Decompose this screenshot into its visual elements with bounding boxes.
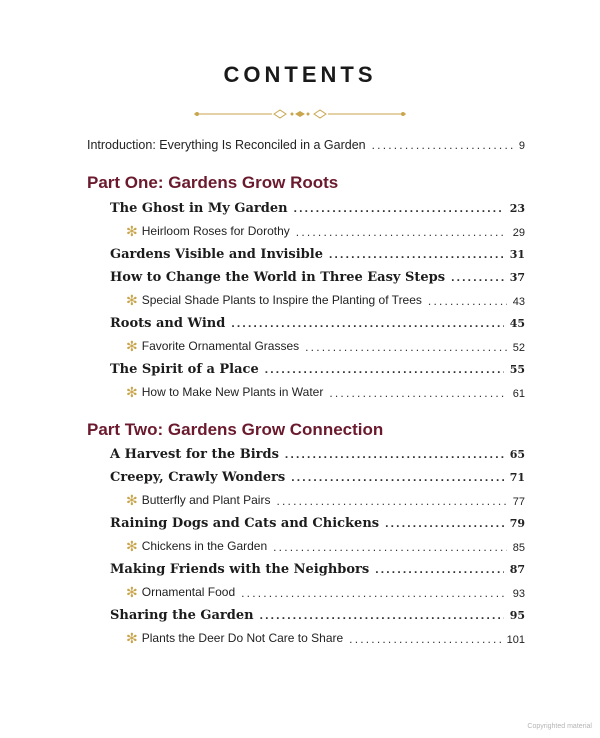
toc-entry-chapter[interactable]	[110, 447, 525, 471]
toc-entry-subsection[interactable]	[126, 585, 525, 609]
toc-entry-label: Ornamental Food	[141, 585, 236, 599]
page-number: 43	[512, 296, 525, 308]
dot-leader	[296, 225, 507, 239]
toc-entry-label: How to Change the World in Three Easy Steps	[110, 270, 446, 285]
page-number: 101	[506, 634, 525, 646]
page-number: 93	[512, 588, 525, 600]
toc-entry-label: Chickens in the Garden	[141, 539, 268, 553]
dot-leader	[451, 270, 504, 284]
toc-entry-label: How to Make New Plants in Water	[141, 385, 324, 399]
toc-entry-subsection[interactable]	[126, 493, 525, 517]
page-number: 55	[509, 363, 525, 376]
contents-title: CONTENTS	[223, 62, 377, 87]
page-number: 52	[512, 342, 525, 354]
toc-entry-label: Butterfly and Plant Pairs	[141, 493, 271, 507]
page-number: 29	[512, 227, 525, 239]
toc-entry-label: Introduction: Everything Is Reconciled in a Garden	[87, 138, 366, 152]
toc-entry-subsection[interactable]	[126, 539, 525, 563]
sparkle-icon: ✻	[126, 538, 138, 554]
dot-leader	[305, 340, 507, 354]
page-number: 61	[512, 388, 525, 400]
dot-leader	[276, 494, 506, 508]
toc-entry-subsection[interactable]	[126, 293, 525, 317]
toc-entry-chapter[interactable]	[110, 316, 525, 340]
dot-leader	[329, 386, 506, 400]
toc-entry-label: Gardens Visible and Invisible	[110, 247, 323, 262]
toc-entry-label: Special Shade Plants to Inspire the Planting of Trees	[141, 293, 422, 307]
dot-leader	[349, 632, 500, 646]
dot-leader	[241, 586, 507, 600]
dot-leader	[385, 516, 504, 530]
toc-entry-chapter[interactable]	[110, 562, 525, 586]
ornamental-divider-icon	[194, 107, 406, 121]
page-number: 23	[509, 202, 525, 215]
page-number: 31	[509, 248, 525, 261]
sparkle-icon: ✻	[126, 384, 138, 400]
toc-entry-chapter[interactable]	[110, 247, 525, 271]
toc-entry-label: Favorite Ornamental Grasses	[141, 339, 300, 353]
sparkle-icon: ✻	[126, 492, 138, 508]
sparkle-icon: ✻	[126, 584, 138, 600]
dot-leader	[265, 362, 504, 376]
toc-entry-introduction[interactable]	[87, 138, 525, 162]
toc-entry-chapter[interactable]	[110, 516, 525, 540]
toc-entry-subsection[interactable]	[126, 631, 525, 655]
sparkle-icon: ✻	[126, 338, 138, 354]
toc-entry-label: Heirloom Roses for Dorothy	[141, 224, 290, 238]
toc-entry-label: Sharing the Garden	[110, 608, 254, 623]
dot-leader	[294, 201, 504, 215]
page-number: 9	[518, 140, 525, 152]
page-number: 79	[509, 517, 525, 530]
toc-entry-chapter[interactable]	[110, 362, 525, 386]
dot-leader	[273, 540, 507, 554]
toc-entry-subsection[interactable]	[126, 339, 525, 363]
page-number: 45	[509, 317, 525, 330]
toc-entry-label: A Harvest for the Birds	[110, 447, 279, 462]
page-number: 37	[509, 271, 525, 284]
sparkle-icon: ✻	[126, 630, 138, 646]
dot-leader	[372, 138, 513, 152]
page-number: 71	[509, 471, 525, 484]
toc-entry-chapter[interactable]	[110, 608, 525, 632]
dot-leader	[285, 447, 504, 461]
toc-entry-label: The Spirit of a Place	[110, 362, 259, 377]
toc-entry-chapter[interactable]	[110, 201, 525, 225]
dot-leader	[260, 608, 504, 622]
part-two-heading: Part Two: Gardens Grow Connection	[87, 420, 384, 439]
toc-entry-label: The Ghost in My Garden	[110, 201, 288, 216]
toc-entry-label: Raining Dogs and Cats and Chickens	[110, 516, 380, 531]
toc-entry-subsection[interactable]	[126, 385, 525, 409]
copyright-watermark: Copyrighted material	[527, 723, 592, 730]
sparkle-icon: ✻	[126, 223, 138, 239]
dot-leader	[291, 470, 503, 484]
dot-leader	[329, 247, 504, 261]
dot-leader	[231, 316, 503, 330]
sparkle-icon: ✻	[126, 292, 138, 308]
part-one-heading: Part One: Gardens Grow Roots	[87, 173, 339, 192]
toc-entry-label: Making Friends with the Neighbors	[110, 562, 370, 577]
page-number: 65	[509, 448, 525, 461]
toc-entry-subsection[interactable]	[126, 224, 525, 248]
dot-leader	[375, 562, 503, 576]
toc-entry-label: Creepy, Crawly Wonders	[110, 470, 286, 485]
page-number: 77	[512, 496, 525, 508]
toc-entry-label: Plants the Deer Do Not Care to Share	[141, 631, 344, 645]
page-number: 95	[509, 609, 525, 622]
toc-entry-chapter[interactable]	[110, 270, 525, 294]
page-number: 85	[512, 542, 525, 554]
toc-entry-chapter[interactable]	[110, 470, 525, 494]
toc-entry-label: Roots and Wind	[110, 316, 226, 331]
dot-leader	[428, 294, 507, 308]
page-number: 87	[509, 563, 525, 576]
